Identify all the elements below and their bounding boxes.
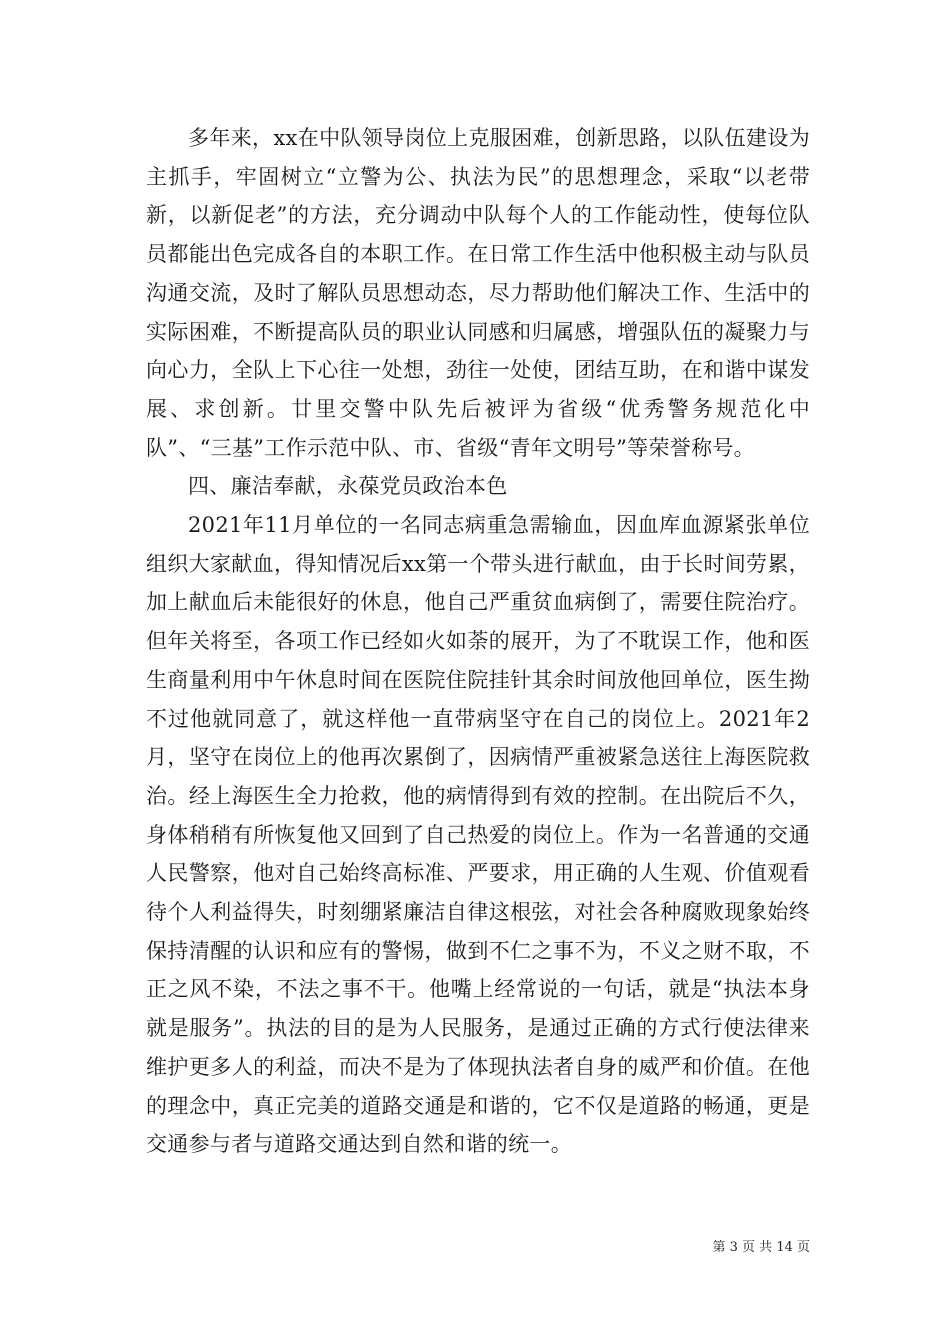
page-number-footer: 第 3 页 共 14 页: [712, 1240, 810, 1255]
document-body: [146, 119, 810, 1164]
paragraph-team-building: 多年来，xx在中队领导岗位上克服困难，创新思路，以队伍建设为主抓手，牢固树立“立警为公、执法为民”的思想理念，采取“以老带新，以新促老”的方法，充分调动中队每个人的工作能动性，使每位队员都能出色完成各自的本职工作。在日常工作生活中他积极主动与队员沟通交流，及时了解队员思想动态，尽力帮助他们解决工作、生活中的实际困难，不断提高队员的职业认同感和归属感，增强队伍的凝聚力与向心力，全队上下心往一处想，劲往一处使，团结互助，在和谐中谋发展、求创新。廿里交警中队先后被评为省级“优秀警务规范化中队”、“三基”工作示范中队、市、省级“青年文明号”等荣誉称号。: [146, 126, 810, 460]
section-heading-integrity: 四、廉洁奉献，永葆党员政治本色: [188, 474, 508, 499]
paragraph-blood-donation: 2021年11月单位的一名同志病重急需输血，因血库血源紧张单位组织大家献血，得知情况后xx第一个带头进行献血，由于长时间劳累，加上献血后未能很好的休息，他自己严重贫血病倒了，需要住院治疗。但年关将至，各项工作已经如火如荼的展开，为了不耽误工作，他和医生商量利用中午休息时间在医院住院挂针其余时间放他回单位，医生拗不过他就同意了，就这样他一直带病坚守在自己的岗位上。2021年2月，坚守在岗位上的他再次累倒了，因病情严重被紧急送往上海医院救治。经上海医生全力抢救，他的病情得到有效的控制。在出院后不久，身体稍稍有所恢复他又回到了自己热爱的岗位上。作为一名普通的交通人民警察，他对自己始终高标准、严要求，用正确的人生观、价值观看待个人利益得失，时刻绷紧廉洁自律这根弦，对社会各种腐败现象始终保持清醒的认识和应有的警惕，做到不仁之事不为，不义之财不取，不正之风不染，不法之事不干。他嘴上经常说的一句话，就是“执法本身就是服务”。执法的目的是为人民服务，是通过正确的方式行使法律来维护更多人的利益，而决不是为了体现执法者自身的威严和价值。在他的理念中，真正完美的道路交通是和谐的，它不仅是道路的畅通，更是交通参与者与道路交通达到自然和谐的统一。: [146, 513, 810, 1157]
